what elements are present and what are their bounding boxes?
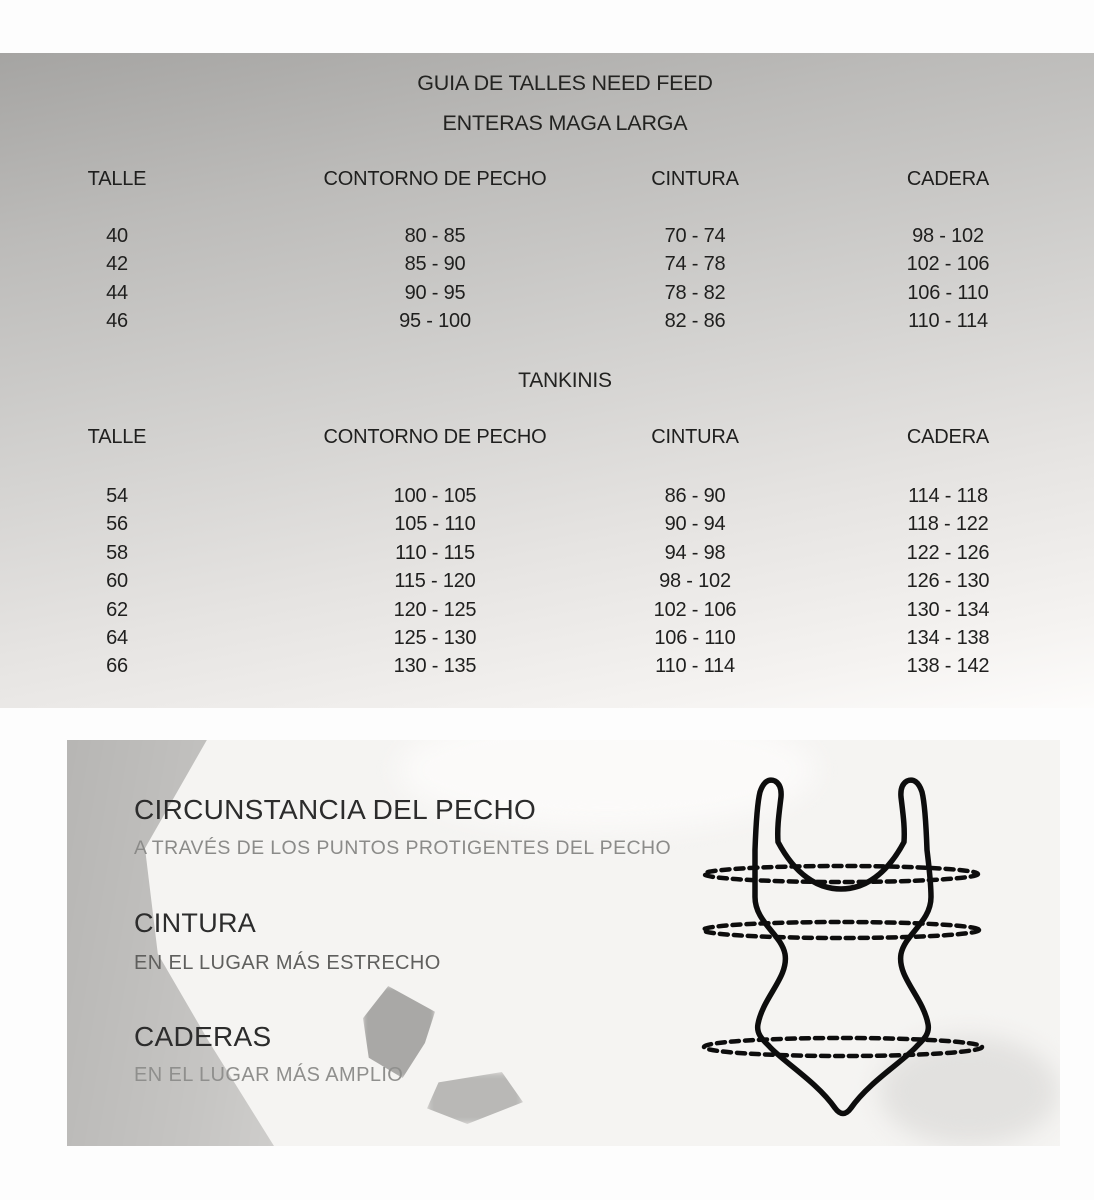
- guide-chest-subtitle: A TRAVÉS DE LOS PUNTOS PROTIGENTES DEL PECHO: [134, 837, 672, 859]
- table-row: [0, 599, 1094, 627]
- table-row: [0, 570, 1094, 598]
- table-row: [0, 310, 1094, 338]
- cell-cadera: 134 - 138: [906, 627, 990, 649]
- section-title-tankinis: TANKINIS: [518, 369, 612, 392]
- cell-pecho: 125 - 130: [393, 627, 477, 649]
- cell-cadera: 126 - 130: [906, 570, 990, 593]
- cell-cintura: 78 - 82: [664, 281, 726, 304]
- column-header: CINTURA: [651, 426, 739, 448]
- cell-cintura: 86 - 90: [664, 485, 726, 507]
- cell-cadera: 102 - 106: [906, 253, 990, 276]
- measuring-guide-panel: [67, 740, 1060, 1146]
- cell-cintura: 110 - 114: [655, 655, 735, 678]
- guide-hips-subtitle: EN EL LUGAR MÁS AMPLIO: [134, 1064, 404, 1086]
- cell-pecho: 115 - 120: [394, 570, 476, 593]
- cell-talle: 64: [106, 627, 128, 649]
- cell-pecho: 100 - 105: [393, 485, 477, 507]
- cell-talle: 60: [106, 570, 128, 593]
- cell-cadera: 114 - 118: [908, 485, 988, 507]
- cell-pecho: 110 - 115: [395, 541, 475, 564]
- cell-pecho: 80 - 85: [404, 225, 466, 247]
- chest-measurement-line: [704, 866, 978, 882]
- cell-talle: 54: [106, 485, 128, 507]
- cell-cintura: 94 - 98: [664, 541, 726, 564]
- cell-cintura: 106 - 110: [654, 627, 736, 649]
- cell-talle: 58: [106, 541, 128, 564]
- cell-talle: 56: [106, 513, 128, 536]
- waist-measurement-line: [703, 922, 979, 938]
- guide-hips-title: CADERAS: [134, 1021, 272, 1052]
- column-header: TALLE: [87, 168, 147, 190]
- swimsuit-outline: [755, 780, 931, 1113]
- guide-chest-title: CIRCUNSTANCIA DEL PECHO: [134, 794, 537, 825]
- cell-talle: 62: [106, 598, 128, 621]
- table-row: [0, 542, 1094, 570]
- guide-waist-subtitle: EN EL LUGAR MÁS ESTRECHO: [134, 952, 441, 974]
- table-row: [0, 253, 1094, 281]
- cell-talle: 42: [106, 253, 128, 276]
- cell-pecho: 90 - 95: [404, 281, 466, 304]
- cell-cadera: 130 - 134: [906, 598, 990, 621]
- cell-pecho: 105 - 110: [394, 513, 476, 536]
- table-row: [0, 225, 1094, 253]
- hip-measurement-line: [704, 1038, 982, 1056]
- cell-pecho: 85 - 90: [404, 253, 466, 276]
- column-header: CADERA: [906, 168, 990, 190]
- cell-talle: 44: [106, 281, 128, 304]
- cell-pecho: 95 - 100: [399, 310, 471, 333]
- cell-cintura: 70 - 74: [664, 225, 726, 247]
- cell-cintura: 90 - 94: [664, 513, 726, 536]
- column-header: CONTORNO DE PECHO: [323, 168, 547, 190]
- cell-cadera: 106 - 110: [907, 281, 989, 304]
- column-header: CONTORNO DE PECHO: [323, 426, 547, 448]
- cell-cadera: 110 - 114: [908, 310, 988, 333]
- cell-cadera: 118 - 122: [907, 513, 989, 536]
- cell-cadera: 122 - 126: [906, 541, 990, 564]
- page-title: GUIA DE TALLES NEED FEED: [417, 71, 713, 95]
- cell-talle: 46: [106, 310, 128, 333]
- guide-waist-title: CINTURA: [134, 908, 257, 938]
- table-body-enteras: [0, 225, 1094, 345]
- cell-cadera: 138 - 142: [906, 655, 990, 678]
- table-row: [0, 282, 1094, 310]
- cell-talle: 66: [106, 655, 128, 678]
- table-row: [0, 627, 1094, 655]
- table-row: [0, 655, 1094, 683]
- table-header-enteras: [0, 168, 1094, 196]
- cell-pecho: 130 - 135: [393, 655, 477, 678]
- column-header: CADERA: [906, 426, 990, 448]
- cell-pecho: 120 - 125: [393, 598, 477, 621]
- cell-cintura: 102 - 106: [653, 598, 737, 621]
- table-row: [0, 513, 1094, 541]
- cell-cintura: 74 - 78: [664, 253, 726, 276]
- cell-cadera: 98 - 102: [912, 225, 984, 247]
- size-tables-section: [0, 53, 1094, 708]
- cell-cintura: 82 - 86: [664, 310, 726, 333]
- swimsuit-illustration: [655, 762, 1055, 1124]
- cell-cintura: 98 - 102: [659, 570, 731, 593]
- column-header: TALLE: [87, 426, 147, 448]
- column-header: CINTURA: [651, 168, 739, 190]
- section-title-enteras: ENTERAS MAGA LARGA: [442, 111, 688, 135]
- background-texture-patch: [427, 1072, 523, 1124]
- table-row: [0, 485, 1094, 513]
- table-body-tankinis: [0, 485, 1094, 690]
- table-header-tankinis: [0, 426, 1094, 454]
- cell-talle: 40: [106, 225, 128, 247]
